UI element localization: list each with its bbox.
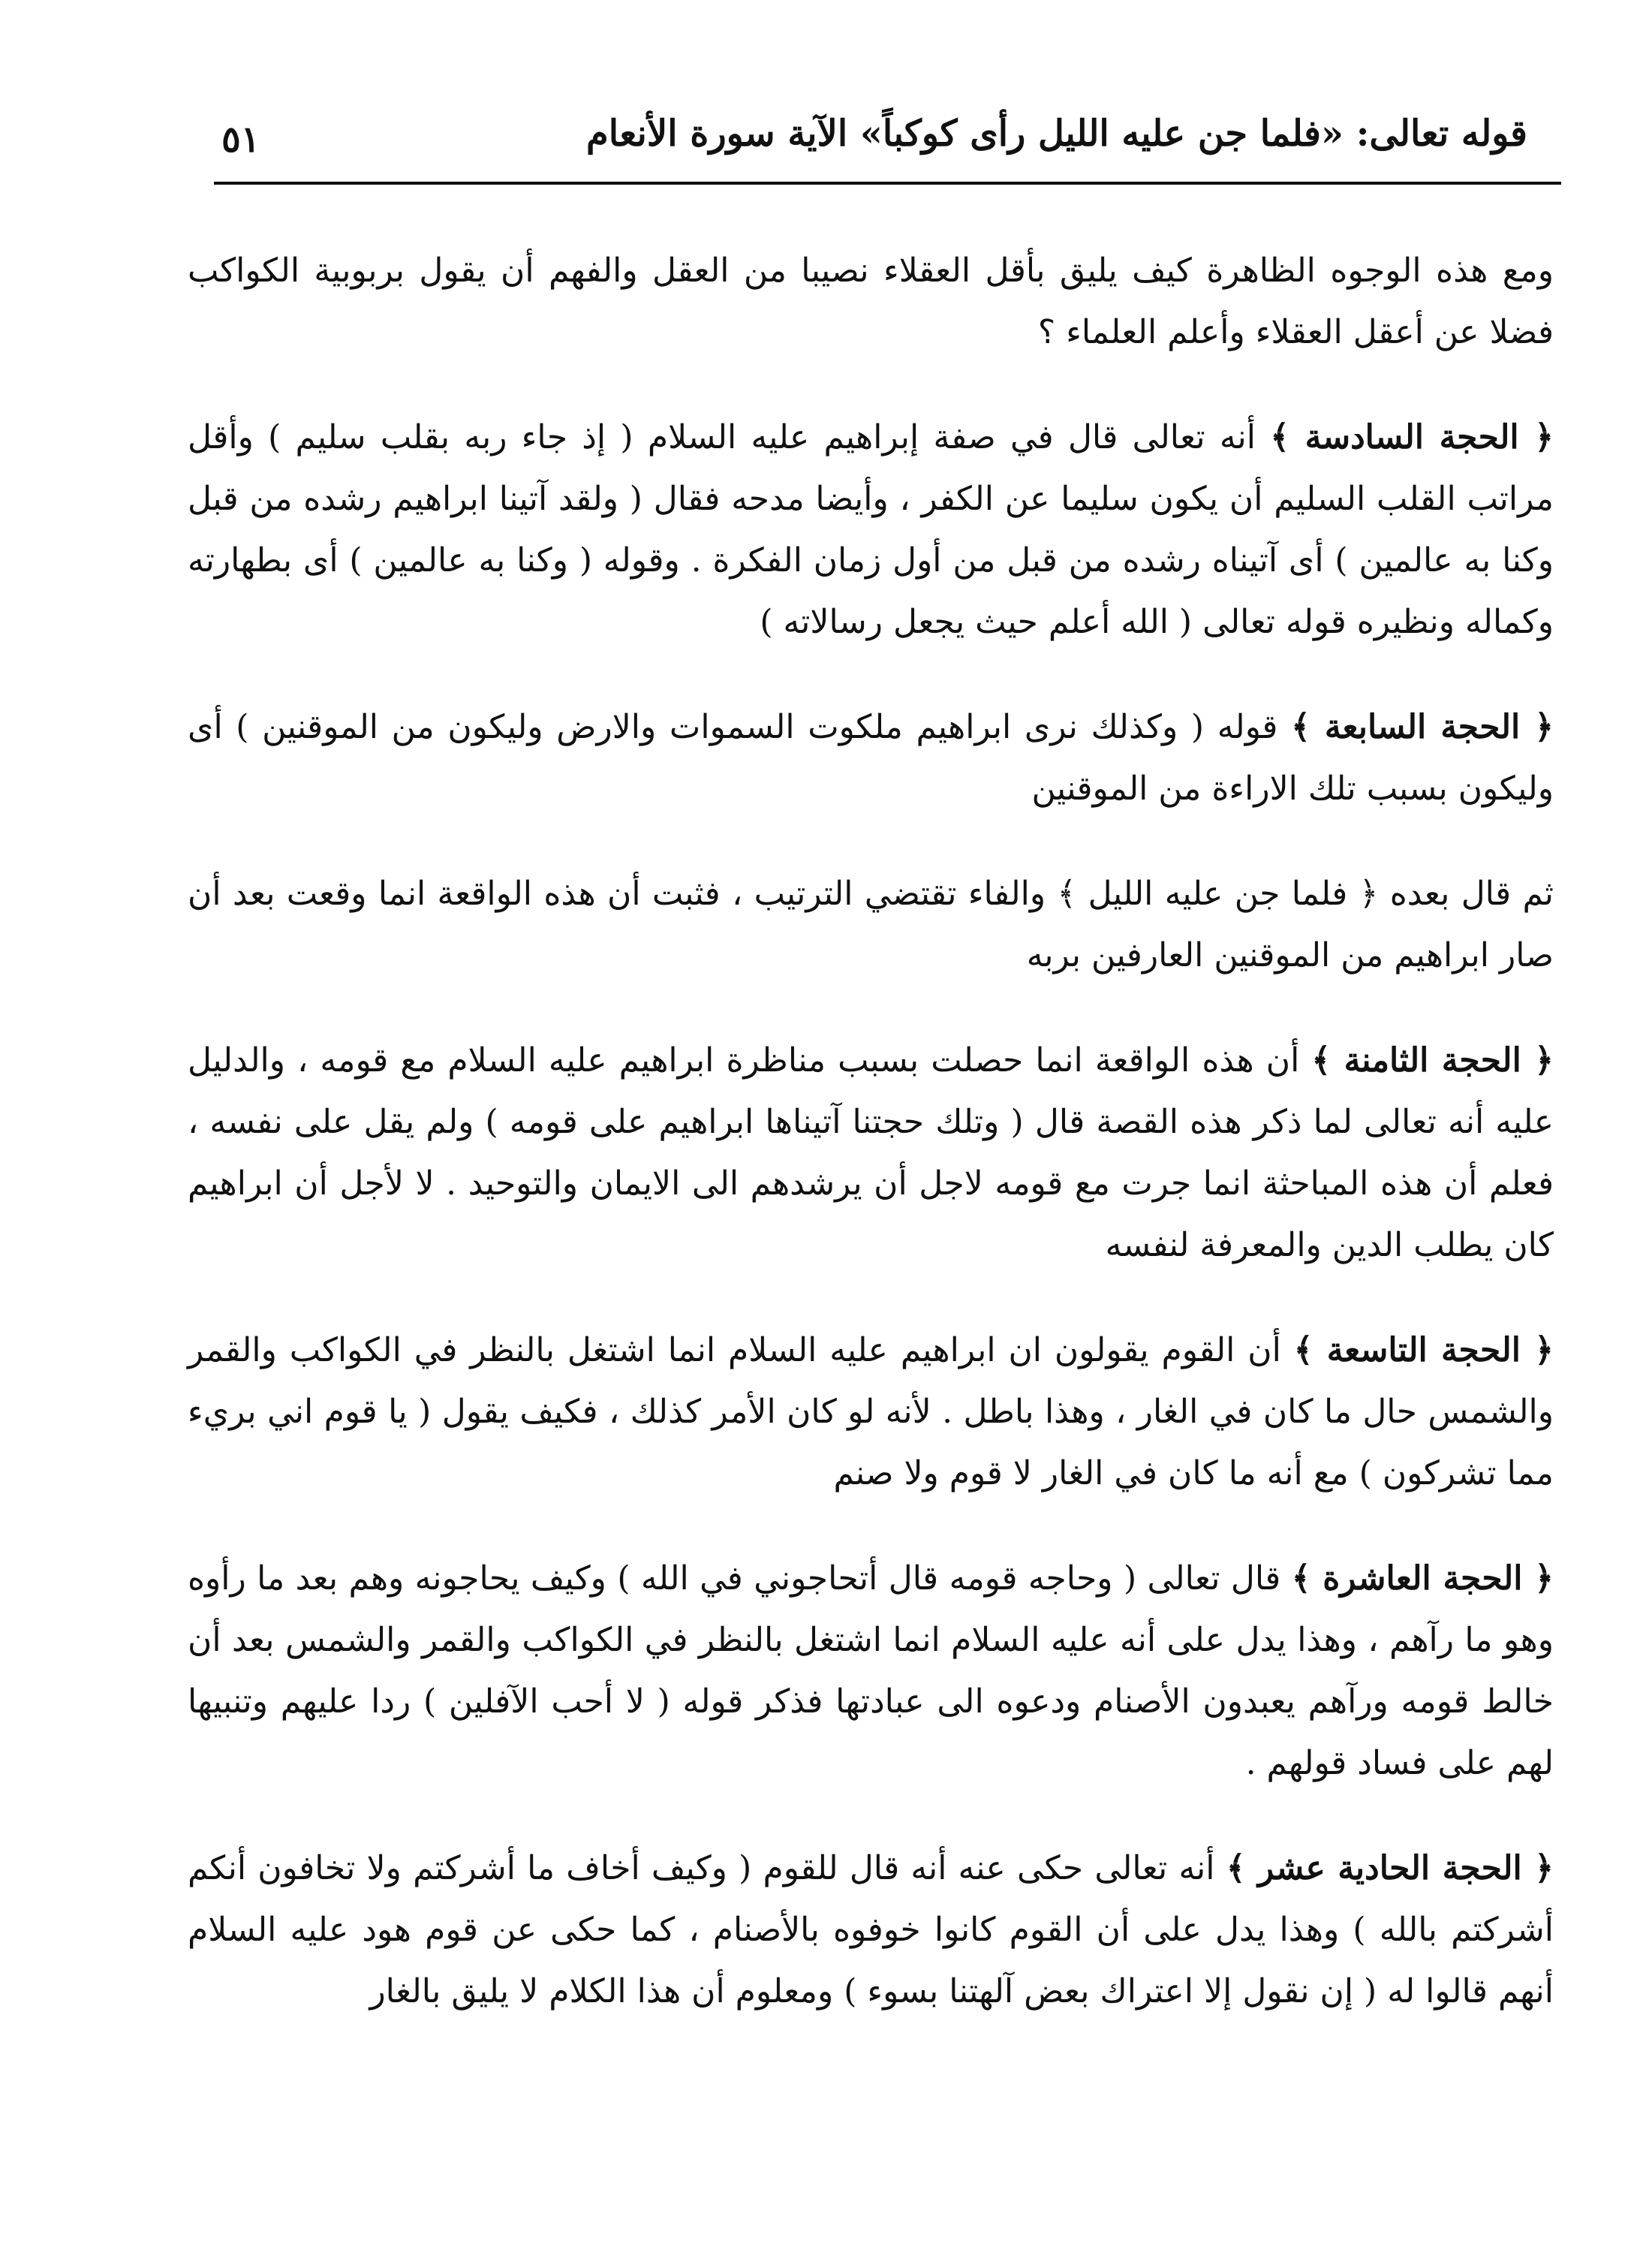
paragraph-text: قوله ( وكذلك نرى ابراهيم ملكوت السموات والارض وليكون من الموقنين ) أى وليكون بسبب تلك الاراءة من الموقنين — [188, 708, 1554, 808]
paragraph-argument-7 — [188, 697, 1554, 820]
page-header — [214, 113, 1535, 173]
paragraph-text: أنه تعالى قال في صفة إبراهيم عليه السلام ( إذ جاء ربه بقلب سليم ) وأقل مراتب القلب السليم أن يكون سليما عن الكفر ، وأيضا مدحه فقال ( ولقد آتينا ابراهيم رشده من قبل وكنا به عالمين ) أى آتيناه رشده من قبل من أول زمان الفكرة . وقوله ( وكنا به عالمين ) أى بطهارته وكماله ونظيره قوله تعالى ( الله أعلم حيث يجعل رسالاته ) — [188, 418, 1554, 641]
paragraph-argument-6 — [188, 407, 1554, 653]
paragraph-text: أن هذه الواقعة انما حصلت بسبب مناظرة ابراهيم عليه السلام مع قومه ، والدليل عليه أنه تعالى لما ذكر هذه القصة قال ( وتلك حجتنا آتيناها ابراهيم على قومه ) ولم يقل على نفسه ، فعلم أن هذه المباحثة انما جرت مع قومه لاجل أن يرشدهم الى الايمان والتوحيد . لا لأجل أن ابراهيم كان يطلب الدين والمعرفة لنفسه — [188, 1041, 1554, 1264]
paragraph-label: ﴿ الحجة السادسة ﴾ — [1270, 418, 1554, 456]
paragraph-argument-9 — [188, 1320, 1554, 1504]
paragraph-argument-8 — [188, 1030, 1554, 1276]
paragraph-argument-11 — [188, 1838, 1554, 2023]
paragraph-continuation — [188, 863, 1554, 986]
paragraph-text: قال تعالى ( وحاجه قومه قال أتحاجوني في الله ) وكيف يحاجونه وهم بعد ما رأوه وهو ما رآهم ، وهذا يدل على أنه عليه السلام انما اشتغل بالنظر في الكواكب والقمر والشمس بعد أن خالط قومه ورآهم يعبدون الأصنام ودعوه الى عبادتها فذكر قوله ( لا أحب الآفلين ) ردا عليهم وتنبيها لهم على فساد قولهم . — [188, 1559, 1554, 1782]
paragraph-1 — [188, 240, 1554, 363]
header-rule — [214, 182, 1561, 185]
paragraph-label: ﴿ الحجة الحادية عشر ﴾ — [1226, 1849, 1554, 1887]
paragraph-label: ﴿ الحجة السابعة ﴾ — [1291, 708, 1554, 746]
page-number: ٥١ — [221, 119, 260, 161]
paragraph-text: ومع هذه الوجوه الظاهرة كيف يليق بأقل العقلاء نصيبا من العقل والفهم أن يقول بربوبية الكواكب فضلا عن أعقل العقلاء وأعلم العلماء ؟ — [188, 252, 1554, 351]
paragraph-text: ثم قال بعده ﴿ فلما جن عليه الليل ﴾ والفاء تقتضي الترتيب ، فثبت أن هذه الواقعة انما وقعت بعد أن صار ابراهيم من الموقنين العارفين بربه — [188, 875, 1554, 974]
running-title: قوله تعالى: «فلما جن عليه الليل رأى كوكباً» الآية سورة الأنعام — [586, 113, 1527, 155]
main-text — [188, 240, 1554, 2023]
paragraph-argument-10 — [188, 1548, 1554, 1794]
paragraph-label: ﴿ الحجة العاشرة ﴾ — [1291, 1559, 1554, 1598]
paragraph-text: أن القوم يقولون ان ابراهيم عليه السلام انما اشتغل بالنظر في الكواكب والقمر والشمس حال ما كان في الغار ، وهذا باطل . لأنه لو كان الأمر كذلك ، فكيف يقول ( يا قوم اني بريء مما تشركون ) مع أنه ما كان في الغار لا قوم ولا صنم — [188, 1331, 1554, 1492]
paragraph-text: أنه تعالى حكى عنه أنه قال للقوم ( وكيف أخاف ما أشركتم ولا تخافون أنكم أشركتم بالله ) وهذا يدل على أن القوم كانوا خوفوه بالأصنام ، كما حكى عن قوم هود عليه السلام أنهم قالوا له ( إن نقول إلا اعتراك بعض آلهتنا بسوء ) ومعلوم أن هذا الكلام لا يليق بالغار — [188, 1849, 1554, 2011]
paragraph-label: ﴿ الحجة التاسعة ﴾ — [1293, 1331, 1554, 1369]
paragraph-label: ﴿ الحجة الثامنة ﴾ — [1311, 1041, 1554, 1080]
